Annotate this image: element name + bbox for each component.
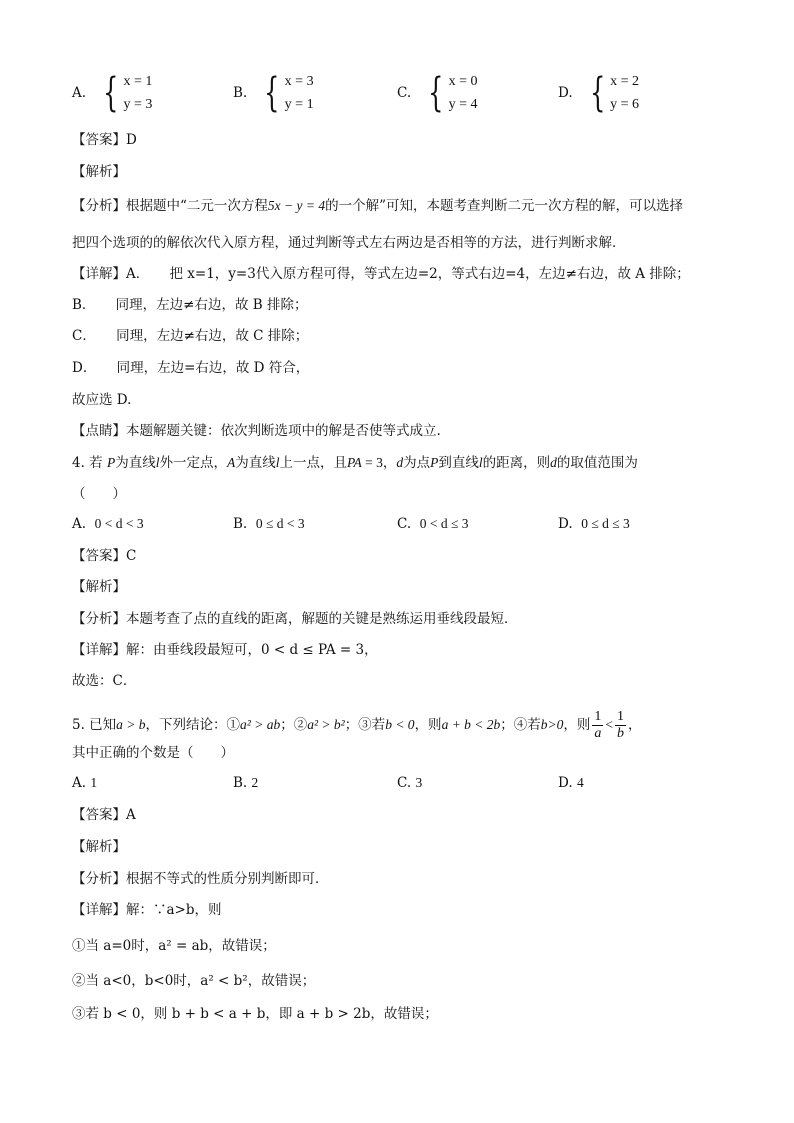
equation: x = 2 (610, 74, 639, 89)
q4-option-a: A. 0 < d < 3 (72, 516, 144, 532)
q3-detail-c: C． 同理，左边≠右边，故 C 排除； (72, 328, 309, 344)
fraction: $\frac{1}{a}$ (594, 709, 602, 741)
equation: x = 0 (448, 74, 478, 89)
q4-option-d: D. 0 ≤ d ≤ 3 (558, 516, 630, 532)
q5-case-3: ③若 b < 0，则 b + b < a + b，即 a + b > 2b，故错误； (72, 1006, 438, 1022)
equation: x = 3 (284, 74, 314, 89)
q4-answer: 【答案】C (72, 548, 137, 564)
q3-analysis-heading: 【解析】 (72, 164, 126, 180)
q4-fenxi: 【分析】本题考查了点的直线的距离，解题的关键是熟练运用垂线段最短． (72, 611, 518, 627)
q5-analysis-heading: 【解析】 (72, 839, 126, 855)
q3-answer: 【答案】D (72, 132, 137, 148)
equation: x = 1 (123, 74, 153, 89)
q3-conclusion: 故应选 D. (72, 392, 132, 408)
q5-case-1: ①当 a=0时，a² = ab，故错误； (72, 938, 276, 954)
q3-option-a (72, 70, 152, 116)
q5-answer: 【答案】A (72, 807, 136, 823)
q3-fenxi-line2: 把四个选项的的解依次代入原方程，通过判断等式左右两边是否相等的方法，进行判断求解． (72, 235, 626, 251)
q5-fenxi: 【分析】根据不等式的性质分别判断即可． (72, 871, 329, 887)
q5-option-a: A. 1 (72, 775, 98, 791)
q5-case-2: ②当 a<0，b<0时，a² < b²，故错误； (72, 973, 316, 989)
brace-icon: { (589, 70, 606, 116)
q5-option-c: C. 3 (397, 775, 423, 791)
q3-detail-d: D． 同理，左边=右边，故 D 符合， (72, 360, 310, 376)
equation: y = 6 (610, 97, 639, 112)
q3-detail-a: 【详解】A． 把 x=1，y=3代入原方程可得，等式左边=2，等式右边=4，左边≠右边，故 A 排除； (72, 266, 690, 282)
fraction: $\frac{1}{b}$ (617, 709, 625, 741)
q5-option-d: D. 4 (558, 775, 584, 791)
q4-detail: 【详解】解：由垂线段最短可，0 < d ≤ PA = 3， (72, 642, 378, 658)
equation: y = 4 (448, 97, 478, 112)
brace-icon: { (428, 70, 444, 116)
q3-option-d (558, 70, 639, 116)
option-label: A. (72, 85, 87, 101)
option-label: B. (233, 85, 248, 101)
option-label: C. (397, 85, 412, 101)
q4-stem: 4. 若 P为直线l外一定点，A为直线l上一点，且PA = 3，d为点P到直线l的距离，则d的取值范围为 (72, 455, 638, 471)
q4-analysis-heading: 【解析】 (72, 579, 126, 595)
q5-detail: 【详解】解：∵a>b，则 (72, 902, 222, 918)
q4-conclusion: 故选：C． (72, 673, 137, 689)
option-label: D. (558, 85, 573, 101)
q3-detail-b: B． 同理，左边≠右边，故 B 排除； (72, 297, 308, 313)
q3-option-c (397, 70, 478, 116)
equation: y = 1 (284, 97, 314, 112)
equation: 5x − y = 4 (267, 198, 326, 213)
q3-dianjing: 【点睛】本题解题关键：依次判断选项中的解是否使等式成立. (72, 423, 441, 439)
q4-paren: （ ） (72, 486, 126, 502)
equation: y = 3 (123, 97, 153, 112)
q5-stem-line2: 其中正确的个数是（ ） (72, 745, 234, 761)
q5-option-b: B. 2 (233, 775, 259, 791)
q4-option-c: C. 0 < d ≤ 3 (397, 516, 469, 532)
brace-icon: { (264, 70, 280, 116)
q4-option-b: B. 0 ≤ d < 3 (233, 516, 305, 532)
q5-stem: 5. 已知a > b，下列结论：①a² > ab；②a² > b²；③若b < 0，则a + b < 2b；④若b>0，则 $\frac{1}{a}$ < $\frac{1}{b}$ ， (72, 709, 642, 741)
q3-option-b (233, 70, 314, 116)
q3-fenxi-line1: 【分析】根据题中“二元一次方程5x − y = 4的一个解”可知，本题考查判断二元一次方程的解，可以选择 (72, 198, 684, 214)
brace-icon: { (103, 70, 119, 116)
